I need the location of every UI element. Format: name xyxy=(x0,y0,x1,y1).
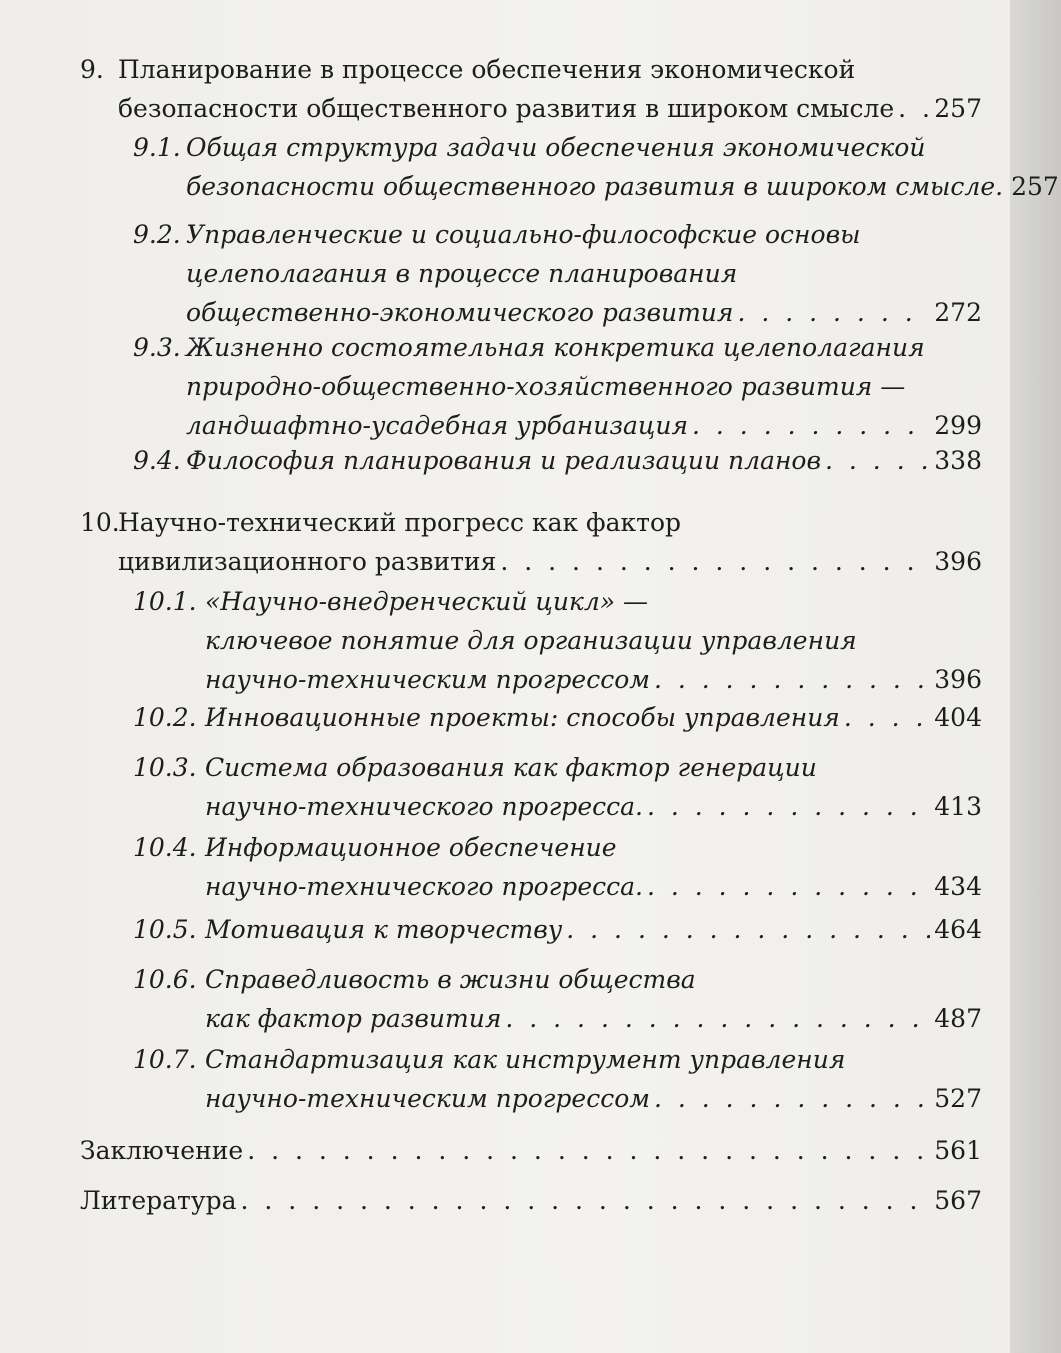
toc-page-number: 567 xyxy=(934,1186,982,1215)
toc-entry-9-4 xyxy=(133,441,982,480)
toc-title-line: как фактор развития xyxy=(205,1004,502,1033)
toc-entry-10-6 xyxy=(133,960,982,1038)
toc-entry-9-3 xyxy=(133,328,982,445)
toc-number: 9.4. xyxy=(133,446,181,475)
toc-number: 9.1. xyxy=(133,133,181,162)
toc-page-number: 272 xyxy=(934,298,982,327)
toc-entry-10-5 xyxy=(133,910,982,949)
toc-leader-dots xyxy=(505,999,930,1038)
toc-title-line: «Научно-внедренческий цикл» — xyxy=(205,587,649,616)
toc-title-line: безопасности общественного развития в широком смысле xyxy=(118,94,895,123)
toc-title-line: безопасности общественного развития в широком смысле. xyxy=(186,172,1004,201)
toc-number: 9. xyxy=(80,55,104,84)
toc-title-line: Научно-технический прогресс как фактор xyxy=(118,508,682,537)
toc-title-line: Информационное обеспечение xyxy=(205,833,617,862)
toc-title-line: Заключение xyxy=(80,1136,244,1165)
toc-title-line: ключевое понятие для организации управления xyxy=(205,626,857,655)
toc-entry-10-2 xyxy=(133,698,982,737)
toc-page-number: 396 xyxy=(934,665,982,694)
toc-entry-10-7 xyxy=(133,1040,982,1118)
toc-title-line: Общая структура задачи обеспечения экономической xyxy=(186,133,926,162)
toc-page-number: 413 xyxy=(934,792,982,821)
toc-page-number: 434 xyxy=(934,872,982,901)
toc-entry-bibliography xyxy=(80,1181,982,1220)
toc-leader-dots xyxy=(566,910,930,949)
toc-title-line: Мотивация к творчеству xyxy=(205,915,563,944)
toc-entry-9-2 xyxy=(133,215,982,332)
toc-page-number: 487 xyxy=(934,1004,982,1033)
toc-leader-dots xyxy=(500,542,930,581)
toc-entry-9-1 xyxy=(133,128,1059,206)
toc-title-line: Планирование в процессе обеспечения экономической xyxy=(118,55,856,84)
toc-title-line: научно-технического прогресса. xyxy=(205,872,643,901)
toc-entry-10-3 xyxy=(133,748,982,826)
toc-leader-dots xyxy=(898,89,930,128)
toc-title-line: Инновационные проекты: способы управления xyxy=(205,703,840,732)
toc-page-number: 527 xyxy=(934,1084,982,1113)
toc-number: 10.4. xyxy=(133,833,197,862)
toc-title-line: Управленческие и социально-философские основы xyxy=(186,220,861,249)
toc-leader-dots xyxy=(844,698,930,737)
toc-title-line: природно-общественно-хозяйственного развития — xyxy=(186,372,906,401)
toc-entry-conclusion xyxy=(80,1131,982,1170)
toc-title-line: научно-техническим прогрессом xyxy=(205,1084,650,1113)
toc-page-number: 404 xyxy=(934,703,982,732)
toc-number: 10.5. xyxy=(133,915,197,944)
toc-title-line: ландшафтно-усадебная урбанизация xyxy=(186,411,689,440)
toc-leader-dots xyxy=(737,293,930,332)
toc-leader-dots xyxy=(241,1181,931,1220)
toc-title-line: Справедливость в жизни общества xyxy=(205,965,696,994)
toc-title-line: научно-технического прогресса. xyxy=(205,792,643,821)
toc-entry-10-1 xyxy=(133,582,982,699)
toc-page-number: 257 xyxy=(1011,172,1059,201)
toc-number: 10.7. xyxy=(133,1045,197,1074)
toc-title-line: Философия планирования и реализации планов xyxy=(186,446,822,475)
toc-number: 9.3. xyxy=(133,333,181,362)
toc-page-number: 299 xyxy=(934,411,982,440)
toc-leader-dots xyxy=(692,406,930,445)
toc-title-line: Система образования как фактор генерации xyxy=(205,753,817,782)
toc-page-number: 396 xyxy=(934,547,982,576)
toc-page-number: 338 xyxy=(934,446,982,475)
toc-number: 10.6. xyxy=(133,965,197,994)
toc-title-line: Литература xyxy=(80,1186,237,1215)
toc-leader-dots xyxy=(825,441,930,480)
toc-page-number: 257 xyxy=(934,94,982,123)
toc-entry-10 xyxy=(80,503,982,581)
toc-number: 10. xyxy=(80,508,120,537)
toc-leader-dots xyxy=(647,787,930,826)
toc-page-number: 561 xyxy=(934,1136,982,1165)
toc-leader-dots xyxy=(654,1079,930,1118)
toc-entry-10-4 xyxy=(133,828,982,906)
toc-title-line: целеполагания в процессе планирования xyxy=(186,259,738,288)
toc-page-number: 464 xyxy=(934,915,982,944)
toc-number: 10.3. xyxy=(133,753,197,782)
toc-title-line: Стандартизация как инструмент управления xyxy=(205,1045,846,1074)
toc-leader-dots xyxy=(247,1131,930,1170)
toc-title-line: цивилизационного развития xyxy=(118,547,497,576)
toc-leader-dots xyxy=(654,660,930,699)
toc-leader-dots xyxy=(647,867,930,906)
toc-number: 9.2. xyxy=(133,220,181,249)
toc-entry-9 xyxy=(80,50,982,128)
toc-title-line: научно-техническим прогрессом xyxy=(205,665,650,694)
toc-title-line: общественно-экономического развития xyxy=(186,298,734,327)
toc-number: 10.2. xyxy=(133,703,197,732)
toc-number: 10.1. xyxy=(133,587,197,616)
toc-title-line: Жизненно состоятельная конкретика целеполагания xyxy=(186,333,925,362)
